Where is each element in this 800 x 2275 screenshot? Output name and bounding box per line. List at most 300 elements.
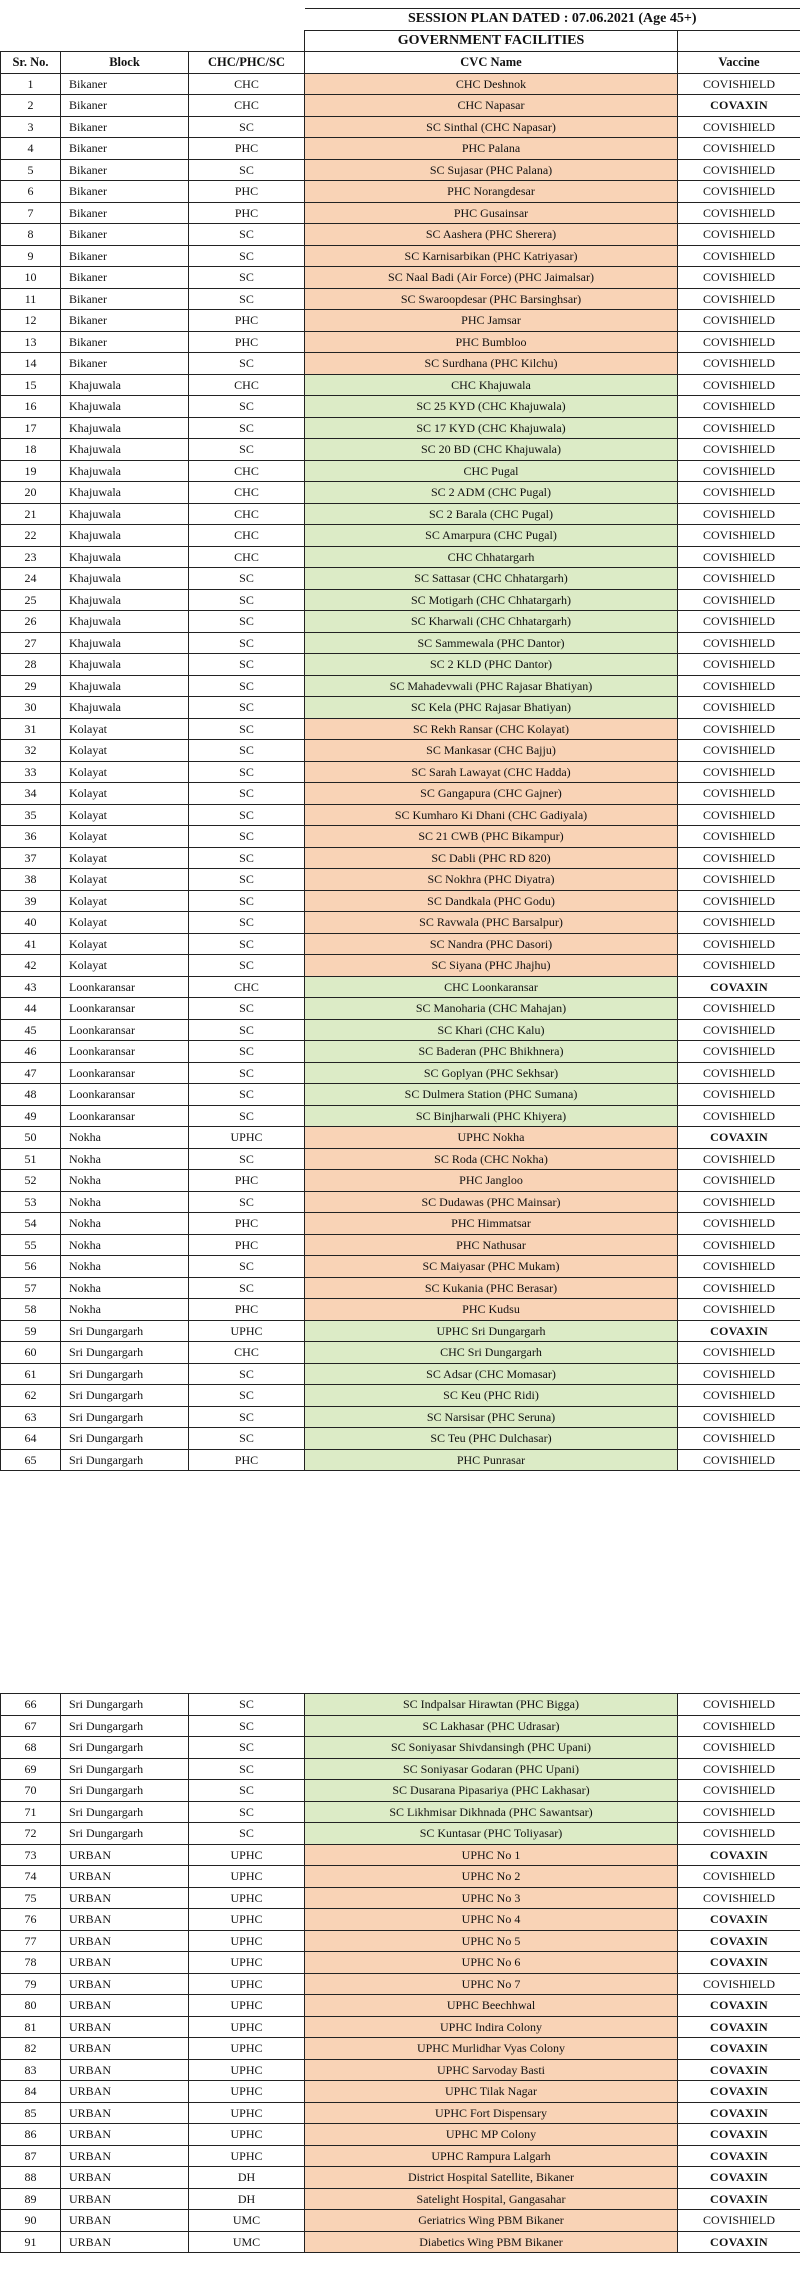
block-cell: Khajuwala (61, 482, 189, 504)
block-cell: Khajuwala (61, 589, 189, 611)
facility-type-cell: SC (189, 1062, 305, 1084)
sr-no-cell: 9 (1, 245, 61, 267)
vaccine-cell: COVISHIELD (678, 202, 800, 224)
facility-type-cell: CHC (189, 503, 305, 525)
facility-type-cell: SC (189, 159, 305, 181)
table-row (1, 288, 800, 310)
vaccine-cell: COVISHIELD (678, 1342, 800, 1364)
table-row (1, 1973, 800, 1995)
vaccine-cell: COVISHIELD (678, 1363, 800, 1385)
table-row (1, 2231, 800, 2253)
facility-type-cell: CHC (189, 374, 305, 396)
table-row (1, 202, 800, 224)
sr-no-cell: 91 (1, 2231, 61, 2253)
sr-no-cell: 65 (1, 1449, 61, 1471)
vaccine-cell: COVISHIELD (678, 1041, 800, 1063)
sr-no-cell: 49 (1, 1105, 61, 1127)
block-cell: URBAN (61, 1952, 189, 1974)
vaccine-cell: COVAXIN (678, 1995, 800, 2017)
cvc-name-cell: SC Khari (CHC Kalu) (305, 1019, 678, 1041)
block-cell: Sri Dungargarh (61, 1694, 189, 1716)
sr-no-cell: 3 (1, 116, 61, 138)
vaccine-cell: COVISHIELD (678, 783, 800, 805)
header-sr-no: Sr. No. (1, 52, 61, 74)
table-row (1, 2081, 800, 2103)
block-cell: Kolayat (61, 718, 189, 740)
facility-type-cell: SC (189, 1715, 305, 1737)
facility-type-cell: SC (189, 1823, 305, 1845)
sr-no-cell: 82 (1, 2038, 61, 2060)
facility-type-cell: UPHC (189, 2038, 305, 2060)
block-cell: Bikaner (61, 138, 189, 160)
cvc-name-cell: CHC Chhatargarh (305, 546, 678, 568)
block-cell: Kolayat (61, 804, 189, 826)
vaccine-cell: COVISHIELD (678, 1148, 800, 1170)
block-cell: Nokha (61, 1191, 189, 1213)
vaccine-cell: COVISHIELD (678, 546, 800, 568)
vaccine-cell: COVAXIN (678, 2059, 800, 2081)
vaccine-cell: COVAXIN (678, 1320, 800, 1342)
cvc-name-cell: SC Kela (PHC Rajasar Bhatiyan) (305, 697, 678, 719)
table-row (1, 417, 800, 439)
session-plan-table-page-1 (0, 8, 800, 1471)
block-cell: Sri Dungargarh (61, 1385, 189, 1407)
facility-type-cell: SC (189, 783, 305, 805)
block-cell: Bikaner (61, 353, 189, 375)
cvc-name-cell: SC Amarpura (CHC Pugal) (305, 525, 678, 547)
table-row (1, 955, 800, 977)
vaccine-cell: COVISHIELD (678, 288, 800, 310)
table-row (1, 1715, 800, 1737)
vaccine-cell: COVISHIELD (678, 869, 800, 891)
vaccine-cell: COVISHIELD (678, 847, 800, 869)
table-row (1, 73, 800, 95)
sr-no-cell: 63 (1, 1406, 61, 1428)
table-row (1, 890, 800, 912)
vaccine-cell: COVISHIELD (678, 482, 800, 504)
sr-no-cell: 32 (1, 740, 61, 762)
block-cell: Khajuwala (61, 675, 189, 697)
vaccine-cell: COVISHIELD (678, 1801, 800, 1823)
facility-type-cell: UPHC (189, 2081, 305, 2103)
table-row (1, 2102, 800, 2124)
table-row (1, 998, 800, 1020)
cvc-name-cell: SC Mankasar (CHC Bajju) (305, 740, 678, 762)
cvc-name-cell: SC Indpalsar Hirawtan (PHC Bigga) (305, 1694, 678, 1716)
sr-no-cell: 55 (1, 1234, 61, 1256)
vaccine-cell: COVAXIN (678, 2188, 800, 2210)
vaccine-cell: COVISHIELD (678, 417, 800, 439)
table-row (1, 697, 800, 719)
block-cell: URBAN (61, 2210, 189, 2232)
table-row (1, 933, 800, 955)
cvc-name-cell: UPHC Murlidhar Vyas Colony (305, 2038, 678, 2060)
facility-type-cell: CHC (189, 95, 305, 117)
table-row (1, 1952, 800, 1974)
facility-type-cell: SC (189, 912, 305, 934)
table-row (1, 1866, 800, 1888)
block-cell: Khajuwala (61, 697, 189, 719)
header-block: Block (61, 52, 189, 74)
table-row (1, 439, 800, 461)
block-cell: Sri Dungargarh (61, 1715, 189, 1737)
cvc-name-cell: SC Surdhana (PHC Kilchu) (305, 353, 678, 375)
cvc-name-cell: SC Narsisar (PHC Seruna) (305, 1406, 678, 1428)
table-body-page-2 (1, 1694, 800, 2253)
vaccine-cell: COVISHIELD (678, 1887, 800, 1909)
sr-no-cell: 20 (1, 482, 61, 504)
sr-no-cell: 43 (1, 976, 61, 998)
facility-type-cell: SC (189, 1801, 305, 1823)
block-cell: URBAN (61, 1844, 189, 1866)
cvc-name-cell: SC 2 ADM (CHC Pugal) (305, 482, 678, 504)
cvc-name-cell: UPHC Sri Dungargarh (305, 1320, 678, 1342)
block-cell: Nokha (61, 1127, 189, 1149)
block-cell: Khajuwala (61, 503, 189, 525)
block-cell: Khajuwala (61, 525, 189, 547)
facility-type-cell: SC (189, 1148, 305, 1170)
vaccine-cell: COVISHIELD (678, 697, 800, 719)
table-row (1, 546, 800, 568)
sr-no-cell: 36 (1, 826, 61, 848)
table-row (1, 353, 800, 375)
table-row (1, 1737, 800, 1759)
table-row (1, 1320, 800, 1342)
cvc-name-cell: SC 17 KYD (CHC Khajuwala) (305, 417, 678, 439)
cvc-name-cell: SC Gangapura (CHC Gajner) (305, 783, 678, 805)
block-cell: Nokha (61, 1234, 189, 1256)
sr-no-cell: 7 (1, 202, 61, 224)
sr-no-cell: 25 (1, 589, 61, 611)
facility-type-cell: PHC (189, 1170, 305, 1192)
table-row (1, 245, 800, 267)
cvc-name-cell: UPHC No 2 (305, 1866, 678, 1888)
table-row (1, 568, 800, 590)
cvc-name-cell: SC Sammewala (PHC Dantor) (305, 632, 678, 654)
sr-no-cell: 31 (1, 718, 61, 740)
cvc-name-cell: PHC Palana (305, 138, 678, 160)
vaccine-cell: COVAXIN (678, 2231, 800, 2253)
facility-type-cell: PHC (189, 331, 305, 353)
sr-no-cell: 6 (1, 181, 61, 203)
vaccine-cell: COVAXIN (678, 2124, 800, 2146)
table-row (1, 116, 800, 138)
table-row (1, 2124, 800, 2146)
block-cell: URBAN (61, 1973, 189, 1995)
cvc-name-cell: SC Goplyan (PHC Sekhsar) (305, 1062, 678, 1084)
table-row (1, 2167, 800, 2189)
cvc-name-cell: SC Dandkala (PHC Godu) (305, 890, 678, 912)
subtitle-row (1, 30, 800, 52)
vaccine-cell: COVAXIN (678, 2016, 800, 2038)
cvc-name-cell: SC 21 CWB (PHC Bikampur) (305, 826, 678, 848)
facility-type-cell: UPHC (189, 1320, 305, 1342)
sr-no-cell: 10 (1, 267, 61, 289)
cvc-name-cell: SC 2 Barala (CHC Pugal) (305, 503, 678, 525)
block-cell: Kolayat (61, 955, 189, 977)
facility-type-cell: SC (189, 1019, 305, 1041)
cvc-name-cell: CHC Loonkaransar (305, 976, 678, 998)
facility-type-cell: SC (189, 1428, 305, 1450)
block-cell: Sri Dungargarh (61, 1406, 189, 1428)
table-row (1, 1127, 800, 1149)
facility-type-cell: CHC (189, 1342, 305, 1364)
cvc-name-cell: SC Ravwala (PHC Barsalpur) (305, 912, 678, 934)
sr-no-cell: 85 (1, 2102, 61, 2124)
header-row (1, 52, 800, 74)
block-cell: Loonkaransar (61, 1084, 189, 1106)
facility-type-cell: SC (189, 589, 305, 611)
facility-type-cell: SC (189, 224, 305, 246)
vaccine-cell: COVAXIN (678, 1844, 800, 1866)
table-row (1, 1844, 800, 1866)
header-facility-type: CHC/PHC/SC (189, 52, 305, 74)
vaccine-cell: COVISHIELD (678, 933, 800, 955)
vaccine-cell: COVISHIELD (678, 998, 800, 1020)
vaccine-cell: COVISHIELD (678, 1406, 800, 1428)
table-row (1, 632, 800, 654)
cvc-name-cell: UPHC No 1 (305, 1844, 678, 1866)
cvc-name-cell: SC Likhmisar Dikhnada (PHC Sawantsar) (305, 1801, 678, 1823)
table-row (1, 1428, 800, 1450)
cvc-name-cell: Diabetics Wing PBM Bikaner (305, 2231, 678, 2253)
cvc-name-cell: SC Sinthal (CHC Napasar) (305, 116, 678, 138)
sr-no-cell: 81 (1, 2016, 61, 2038)
facility-type-cell: SC (189, 1191, 305, 1213)
vaccine-cell: COVISHIELD (678, 374, 800, 396)
sr-no-cell: 73 (1, 1844, 61, 1866)
vaccine-cell: COVISHIELD (678, 1715, 800, 1737)
facility-type-cell: PHC (189, 1234, 305, 1256)
facility-type-cell: SC (189, 1694, 305, 1716)
table-row (1, 1234, 800, 1256)
block-cell: Bikaner (61, 331, 189, 353)
cvc-name-cell: PHC Norangdesar (305, 181, 678, 203)
facility-type-cell: PHC (189, 202, 305, 224)
cvc-name-cell: SC Kuntasar (PHC Toliyasar) (305, 1823, 678, 1845)
table-row (1, 1277, 800, 1299)
block-cell: Loonkaransar (61, 1062, 189, 1084)
table-row (1, 1449, 800, 1471)
block-cell: Loonkaransar (61, 976, 189, 998)
block-cell: Kolayat (61, 783, 189, 805)
table-row (1, 482, 800, 504)
facility-type-cell: UPHC (189, 2102, 305, 2124)
table-row (1, 1342, 800, 1364)
facility-type-cell: SC (189, 417, 305, 439)
block-cell: Sri Dungargarh (61, 1780, 189, 1802)
sr-no-cell: 77 (1, 1930, 61, 1952)
block-cell: Bikaner (61, 202, 189, 224)
facility-type-cell: SC (189, 869, 305, 891)
cvc-name-cell: PHC Nathusar (305, 1234, 678, 1256)
table-row (1, 1780, 800, 1802)
sr-no-cell: 64 (1, 1428, 61, 1450)
sr-no-cell: 41 (1, 933, 61, 955)
vaccine-cell: COVISHIELD (678, 525, 800, 547)
sr-no-cell: 54 (1, 1213, 61, 1235)
facility-type-cell: UPHC (189, 1844, 305, 1866)
block-cell: Bikaner (61, 73, 189, 95)
table-row (1, 138, 800, 160)
vaccine-cell: COVISHIELD (678, 1170, 800, 1192)
vaccine-cell: COVISHIELD (678, 632, 800, 654)
sr-no-cell: 87 (1, 2145, 61, 2167)
block-cell: URBAN (61, 2231, 189, 2253)
facility-type-cell: SC (189, 1406, 305, 1428)
block-cell: Bikaner (61, 95, 189, 117)
block-cell: URBAN (61, 1866, 189, 1888)
block-cell: Nokha (61, 1256, 189, 1278)
vaccine-cell: COVISHIELD (678, 2210, 800, 2232)
sr-no-cell: 89 (1, 2188, 61, 2210)
table-row (1, 267, 800, 289)
cvc-name-cell: SC Dusarana Pipasariya (PHC Lakhasar) (305, 1780, 678, 1802)
block-cell: URBAN (61, 1995, 189, 2017)
cvc-name-cell: District Hospital Satellite, Bikaner (305, 2167, 678, 2189)
facility-type-cell: UMC (189, 2231, 305, 2253)
facility-type-cell: SC (189, 1256, 305, 1278)
facility-type-cell: SC (189, 1737, 305, 1759)
facility-type-cell: SC (189, 568, 305, 590)
facility-type-cell: UPHC (189, 1930, 305, 1952)
table-row (1, 1084, 800, 1106)
sr-no-cell: 17 (1, 417, 61, 439)
cvc-name-cell: SC Keu (PHC Ridi) (305, 1385, 678, 1407)
vaccine-cell: COVISHIELD (678, 1823, 800, 1845)
block-cell: Nokha (61, 1170, 189, 1192)
cvc-name-cell: PHC Gusainsar (305, 202, 678, 224)
vaccine-cell: COVAXIN (678, 1909, 800, 1931)
facility-type-cell: SC (189, 654, 305, 676)
block-cell: Sri Dungargarh (61, 1823, 189, 1845)
block-cell: Bikaner (61, 245, 189, 267)
vaccine-cell: COVISHIELD (678, 460, 800, 482)
vaccine-cell: COVISHIELD (678, 826, 800, 848)
table-row (1, 654, 800, 676)
block-cell: Khajuwala (61, 611, 189, 633)
facility-type-cell: SC (189, 1780, 305, 1802)
table-row (1, 310, 800, 332)
facility-type-cell: SC (189, 611, 305, 633)
vaccine-cell: COVAXIN (678, 95, 800, 117)
sr-no-cell: 84 (1, 2081, 61, 2103)
sr-no-cell: 76 (1, 1909, 61, 1931)
facility-type-cell: SC (189, 632, 305, 654)
sr-no-cell: 45 (1, 1019, 61, 1041)
table-row (1, 1363, 800, 1385)
vaccine-cell: COVISHIELD (678, 611, 800, 633)
block-cell: Kolayat (61, 847, 189, 869)
cvc-name-cell: CHC Sri Dungargarh (305, 1342, 678, 1364)
vaccine-cell: COVISHIELD (678, 1191, 800, 1213)
cvc-name-cell: UPHC Beechhwal (305, 1995, 678, 2017)
header-cvc-name: CVC Name (305, 52, 678, 74)
cvc-name-cell: SC Swaroopdesar (PHC Barsinghsar) (305, 288, 678, 310)
facility-type-cell: SC (189, 1385, 305, 1407)
sr-no-cell: 42 (1, 955, 61, 977)
cvc-name-cell: CHC Khajuwala (305, 374, 678, 396)
facility-type-cell: SC (189, 718, 305, 740)
table-row (1, 2038, 800, 2060)
vaccine-cell: COVAXIN (678, 2145, 800, 2167)
table-row (1, 1041, 800, 1063)
vaccine-cell: COVISHIELD (678, 1234, 800, 1256)
vaccine-cell: COVISHIELD (678, 1428, 800, 1450)
block-cell: Sri Dungargarh (61, 1801, 189, 1823)
facility-type-cell: UPHC (189, 2145, 305, 2167)
cvc-name-cell: SC 25 KYD (CHC Khajuwala) (305, 396, 678, 418)
facility-type-cell: UPHC (189, 1973, 305, 1995)
facility-type-cell: SC (189, 288, 305, 310)
block-cell: URBAN (61, 2016, 189, 2038)
cvc-name-cell: Satelight Hospital, Gangasahar (305, 2188, 678, 2210)
block-cell: Kolayat (61, 912, 189, 934)
cvc-name-cell: SC Naal Badi (Air Force) (PHC Jaimalsar) (305, 267, 678, 289)
block-cell: URBAN (61, 2038, 189, 2060)
vaccine-cell: COVAXIN (678, 2038, 800, 2060)
sr-no-cell: 35 (1, 804, 61, 826)
block-cell: Bikaner (61, 116, 189, 138)
facility-type-cell: SC (189, 353, 305, 375)
block-cell: Kolayat (61, 740, 189, 762)
table-row (1, 1213, 800, 1235)
facility-type-cell: SC (189, 998, 305, 1020)
sr-no-cell: 1 (1, 73, 61, 95)
vaccine-cell: COVISHIELD (678, 1780, 800, 1802)
cvc-name-cell: UPHC Nokha (305, 1127, 678, 1149)
block-cell: Kolayat (61, 826, 189, 848)
vaccine-cell: COVISHIELD (678, 804, 800, 826)
sr-no-cell: 11 (1, 288, 61, 310)
table-row (1, 1887, 800, 1909)
vaccine-cell: COVISHIELD (678, 740, 800, 762)
vaccine-cell: COVISHIELD (678, 224, 800, 246)
cvc-name-cell: SC Rekh Ransar (CHC Kolayat) (305, 718, 678, 740)
block-cell: URBAN (61, 1930, 189, 1952)
cvc-name-cell: UPHC Fort Dispensary (305, 2102, 678, 2124)
sr-no-cell: 27 (1, 632, 61, 654)
table-row (1, 1191, 800, 1213)
table-row (1, 976, 800, 998)
sr-no-cell: 26 (1, 611, 61, 633)
facility-type-cell: SC (189, 1105, 305, 1127)
table-row (1, 675, 800, 697)
vaccine-cell: COVISHIELD (678, 73, 800, 95)
vaccine-cell: COVISHIELD (678, 1866, 800, 1888)
table-row (1, 589, 800, 611)
sr-no-cell: 37 (1, 847, 61, 869)
block-cell: Kolayat (61, 933, 189, 955)
sr-no-cell: 13 (1, 331, 61, 353)
sr-no-cell: 15 (1, 374, 61, 396)
vaccine-cell: COVISHIELD (678, 718, 800, 740)
sr-no-cell: 12 (1, 310, 61, 332)
facility-type-cell: UPHC (189, 1952, 305, 1974)
vaccine-cell: COVAXIN (678, 2102, 800, 2124)
vaccine-cell: COVISHIELD (678, 116, 800, 138)
table-row (1, 1385, 800, 1407)
title-row (1, 9, 800, 31)
block-cell: Bikaner (61, 267, 189, 289)
block-cell: Bikaner (61, 159, 189, 181)
sr-no-cell: 58 (1, 1299, 61, 1321)
facility-type-cell: SC (189, 1041, 305, 1063)
vaccine-cell: COVISHIELD (678, 310, 800, 332)
sr-no-cell: 29 (1, 675, 61, 697)
vaccine-cell: COVISHIELD (678, 589, 800, 611)
table-row (1, 159, 800, 181)
